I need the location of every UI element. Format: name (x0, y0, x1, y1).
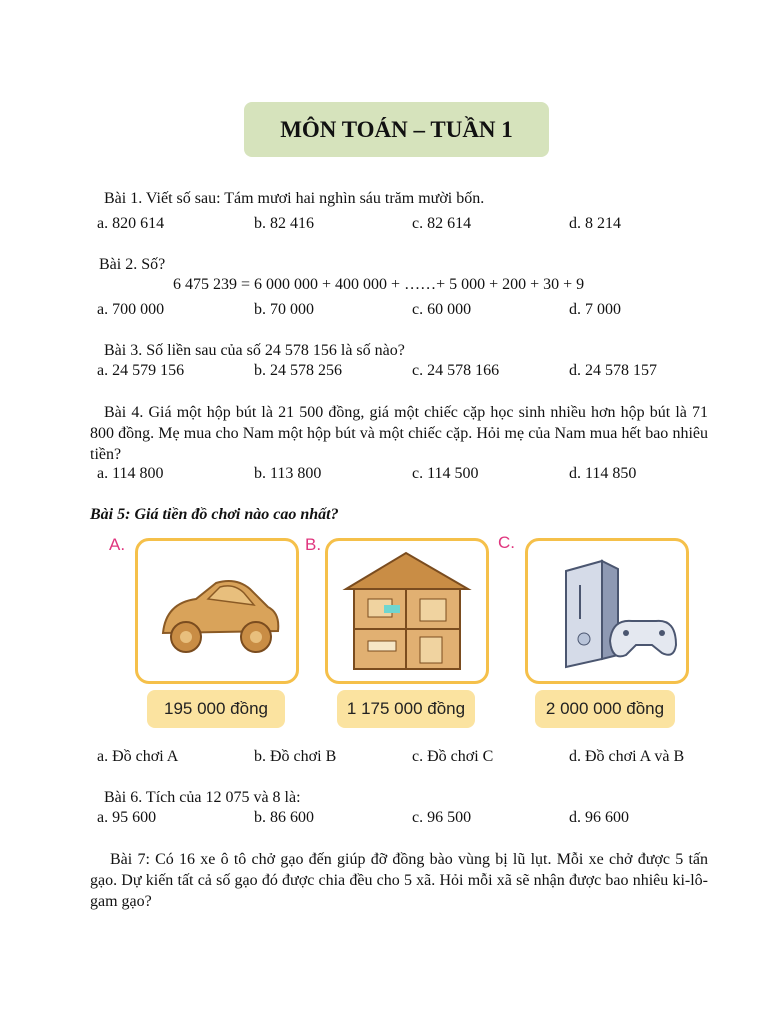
doll-house-icon (328, 541, 486, 681)
page-title: MÔN TOÁN – TUẦN 1 (244, 102, 549, 157)
question-2: Bài 2. Số? (99, 256, 166, 273)
question-6: Bài 6. Tích của 12 075 và 8 là: (104, 789, 301, 806)
q4-option-b: b. 113 800 (254, 465, 322, 482)
game-console-icon (528, 541, 686, 681)
toy-a-card (135, 538, 299, 684)
q2-option-d: d. 7 000 (569, 301, 621, 318)
q2-option-c: c. 60 000 (412, 301, 472, 318)
q4-option-a: a. 114 800 (97, 465, 164, 482)
toy-b-card (325, 538, 489, 684)
q5-option-c: c. Đồ chơi C (412, 748, 494, 765)
toy-b-letter: B. (305, 535, 322, 554)
q5-option-d: d. Đồ chơi A và B (569, 748, 685, 765)
q6-option-a: a. 95 600 (97, 809, 157, 826)
toy-a-price: 195 000 đồng (147, 690, 285, 728)
question-7: Bài 7: Có 16 xe ô tô chở gạo đến giúp đỡ đồng bào vùng bị lũ lụt. Mỗi xe chở được 5 tấn gạo. Dự kiến tất cả số gạo đó được chia đều cho 5 xã. Hỏi mỗi xã sẽ nhận được bao nhiêu ki-lô-gam gạo? (90, 851, 708, 910)
q3-option-d: d. 24 578 157 (569, 362, 657, 379)
question-3: Bài 3. Số liền sau của số 24 578 156 là số nào? (104, 342, 405, 359)
q6-option-d: d. 96 600 (569, 809, 629, 826)
q4-option-d: d. 114 850 (569, 465, 637, 482)
q5-option-b: b. Đồ chơi B (254, 748, 337, 765)
q1-option-d: d. 8 214 (569, 215, 621, 232)
q1-option-b: b. 82 416 (254, 215, 314, 232)
toy-c-card (525, 538, 689, 684)
q1-option-c: c. 82 614 (412, 215, 472, 232)
toy-c-price: 2 000 000 đồng (535, 690, 675, 728)
toy-car-icon (138, 541, 296, 681)
q1-option-a: a. 820 614 (97, 215, 165, 232)
q5-option-a: a. Đồ chơi A (97, 748, 179, 765)
toy-b-price: 1 175 000 đồng (337, 690, 475, 728)
q2-option-a: a. 700 000 (97, 301, 165, 318)
q6-option-c: c. 96 500 (412, 809, 472, 826)
q6-option-b: b. 86 600 (254, 809, 314, 826)
question-1: Bài 1. Viết số sau: Tám mươi hai nghìn sáu trăm mười bốn. (104, 190, 485, 207)
toy-a-letter: A. (109, 535, 126, 554)
q3-option-a: a. 24 579 156 (97, 362, 185, 379)
q3-option-c: c. 24 578 166 (412, 362, 500, 379)
toy-c-letter: C. (498, 533, 515, 552)
q3-option-b: b. 24 578 256 (254, 362, 342, 379)
q2-option-b: b. 70 000 (254, 301, 314, 318)
question-4: Bài 4. Giá một hộp bút là 21 500 đồng, giá một chiếc cặp học sinh nhiều hơn hộp bút là 71 800 đồng. Mẹ mua cho Nam một hộp bút và một chiếc cặp. Hỏi mẹ của Nam mua hết bao nhiêu tiền? (90, 404, 708, 463)
toy-price-panel (103, 523, 693, 737)
question-5: Bài 5: Giá tiền đồ chơi nào cao nhất? (90, 506, 339, 523)
q4-option-c: c. 114 500 (412, 465, 479, 482)
question-2-equation: 6 475 239 = 6 000 000 + 400 000 + ……+ 5 000 + 200 + 30 + 9 (173, 276, 585, 293)
